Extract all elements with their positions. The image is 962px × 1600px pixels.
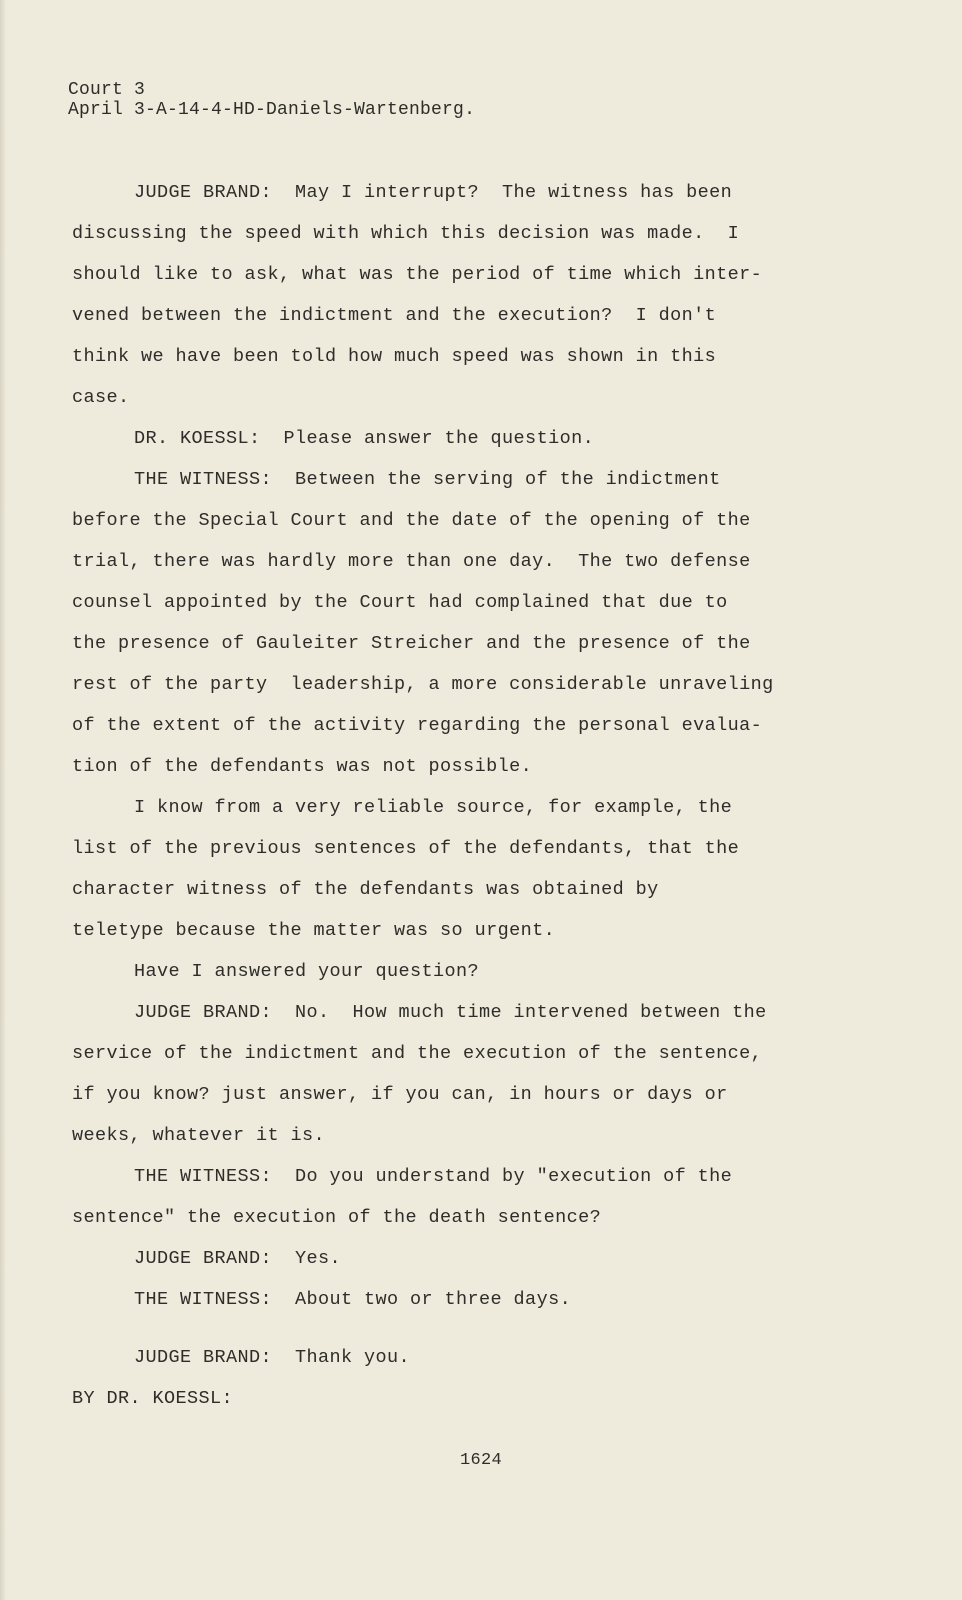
transcript-line: tion of the defendants was not possible. bbox=[72, 756, 533, 777]
transcript-line: JUDGE BRAND: Yes. bbox=[134, 1248, 342, 1269]
transcript-line: rest of the party leadership, a more considerable unraveling bbox=[72, 674, 774, 695]
transcript-line: I know from a very reliable source, for example, the bbox=[134, 797, 733, 818]
transcript-line: should like to ask, what was the period of time which inter- bbox=[72, 264, 763, 285]
transcript-line: THE WITNESS: Do you understand by "execution of the bbox=[134, 1166, 733, 1187]
transcript-line: if you know? just answer, if you can, in hours or days or bbox=[72, 1084, 728, 1105]
transcript-line: think we have been told how much speed was shown in this bbox=[72, 346, 717, 367]
transcript-line: of the extent of the activity regarding the personal evalua- bbox=[72, 715, 763, 736]
transcript-line: counsel appointed by the Court had complained that due to bbox=[72, 592, 728, 613]
transcript-line: the presence of Gauleiter Streicher and the presence of the bbox=[72, 633, 751, 654]
document-header bbox=[68, 80, 475, 120]
page-number: 1624 bbox=[459, 1451, 502, 1470]
transcript-line: service of the indictment and the execution of the sentence, bbox=[72, 1043, 763, 1064]
transcript-line: BY DR. KOESSL: bbox=[72, 1388, 234, 1409]
transcript-line: character witness of the defendants was obtained by bbox=[72, 879, 659, 900]
transcript-line: JUDGE BRAND: May I interrupt? The witness has been bbox=[134, 182, 733, 203]
transcript-line: JUDGE BRAND: Thank you. bbox=[134, 1347, 411, 1368]
transcript-line: sentence" the execution of the death sentence? bbox=[72, 1207, 602, 1228]
transcript-line: vened between the indictment and the execution? I don't bbox=[72, 305, 717, 326]
transcript-line: JUDGE BRAND: No. How much time intervened between the bbox=[134, 1002, 767, 1023]
transcript-line: discussing the speed with which this decision was made. I bbox=[72, 223, 740, 244]
session-reference: April 3-A-14-4-HD-Daniels-Wartenberg. bbox=[68, 100, 476, 120]
transcript-line: before the Special Court and the date of the opening of the bbox=[72, 510, 751, 531]
transcript-line: DR. KOESSL: Please answer the question. bbox=[134, 428, 595, 449]
page-edge-shadow bbox=[0, 0, 6, 1600]
transcript-line: Have I answered your question? bbox=[134, 961, 480, 982]
transcript-line: weeks, whatever it is. bbox=[72, 1125, 326, 1146]
transcript-body bbox=[72, 172, 922, 1419]
transcript-line: THE WITNESS: About two or three days. bbox=[134, 1289, 572, 1310]
transcript-line: teletype because the matter was so urgent. bbox=[72, 920, 556, 941]
transcript-line: trial, there was hardly more than one day. The two defense bbox=[72, 551, 751, 572]
transcript-line: case. bbox=[72, 387, 130, 408]
court-label: Court 3 bbox=[68, 80, 146, 100]
transcript-line: list of the previous sentences of the defendants, that the bbox=[72, 838, 740, 859]
transcript-line: THE WITNESS: Between the serving of the indictment bbox=[134, 469, 721, 490]
